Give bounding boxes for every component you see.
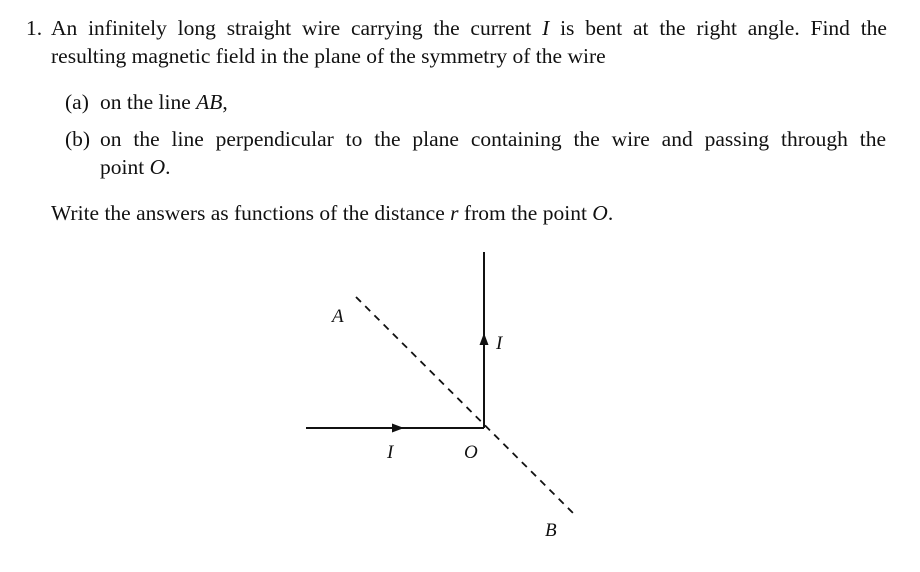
- final-text-span: Write the answers as functions of the distance: [51, 201, 451, 225]
- point-o-symbol: O: [149, 155, 166, 179]
- final-text-span: .: [607, 201, 614, 225]
- current-arrow-horizontal-icon: [392, 424, 404, 433]
- label-b: B: [545, 520, 557, 541]
- label-a: A: [332, 306, 344, 327]
- current-arrow-vertical-icon: [480, 333, 489, 345]
- label-i-vertical: I: [496, 333, 503, 354]
- label-o: O: [464, 442, 478, 463]
- current-symbol: I: [542, 16, 550, 40]
- part-b-text-span: point: [100, 155, 150, 179]
- label-i-horizontal: I: [387, 442, 394, 463]
- part-a-label: (a): [65, 90, 89, 114]
- statement-text: An infinitely long straight wire carrying the current: [51, 16, 543, 40]
- part-b-text-span: .: [165, 155, 171, 179]
- statement-text: is bent at the right angle. Find the: [549, 16, 887, 40]
- part-b-label: (b): [65, 127, 91, 151]
- problem-number: 1.: [26, 16, 43, 40]
- part-b-text-line-1: on the line perpendicular to the plane containing the wire and passing through the: [100, 127, 886, 151]
- symmetry-line-ab: [356, 297, 573, 513]
- final-text-span: from the point: [458, 201, 593, 225]
- statement-line-2: resulting magnetic field in the plane of the symmetry of the wire: [51, 44, 606, 68]
- point-o-symbol: O: [592, 201, 608, 225]
- part-a-text-span: on the line: [100, 90, 197, 114]
- distance-symbol: r: [450, 201, 459, 225]
- line-ab-symbol: AB: [196, 90, 223, 114]
- part-a-text-span: ,: [222, 90, 228, 114]
